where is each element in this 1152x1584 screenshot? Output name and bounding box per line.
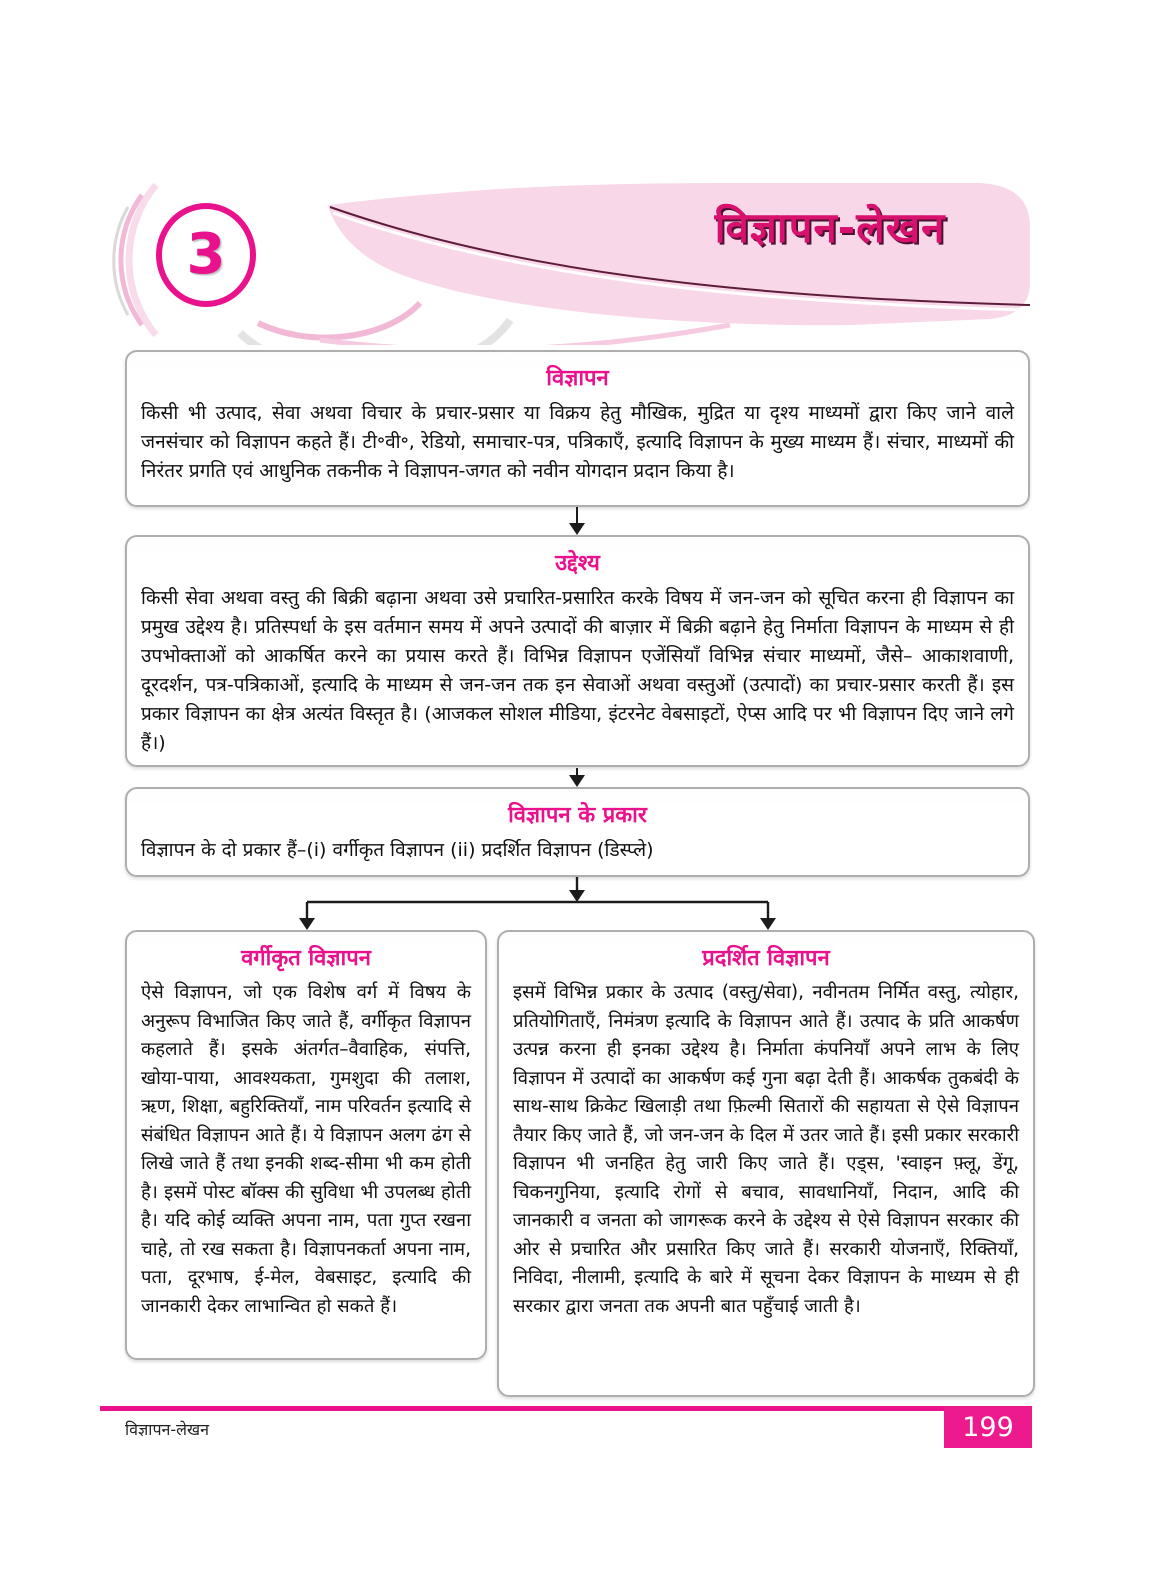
box-body-vigyapan: किसी भी उत्पाद, सेवा अथवा विचार के प्रचार-प्रसार या विक्रय हेतु मौखिक, मुद्रित या दृश्य माध्यमों द्वारा किए जाने वाले जनसंचार को विज्ञापन कहते हैं। टी॰वी॰, रेडियो, समाचार-पत्र, पत्रिकाएँ, इत्यादि विज्ञापन के मुख्य माध्यम हैं। संचार, माध्यमों की निरंतर प्रगति एवं आधुनिक तकनीक ने विज्ञापन-जगत को नवीन योगदान प्रदान किया है। [141,402,1014,482]
down-arrow-icon [576,507,578,524]
down-arrow-icon [576,768,578,776]
box-body-uddeshya: किसी सेवा अथवा वस्तु की बिक्री बढ़ाना अथवा उसे प्रचारित-प्रसारित करके विषय में जन-जन को सूचित करना ही विज्ञापन का प्रमुख उद्देश्य है। प्रतिस्पर्धा के इस वर्तमान समय में अपने उत्पादों की बाज़ार में बिक्री बढ़ाने हेतु निर्माता विज्ञापन के माध्यम से ही उपभोक्ताओं को आकर्षित करने का प्रयास करते हैं। विभिन्न विज्ञापन एजेंसियाँ विभिन्न संचार माध्यमों, जैसे– आकाशवाणी, दूरदर्शन, पत्र-पत्रिकाओं, इत्यादि के माध्यम से जन-जन तक इन सेवाओं अथवा वस्तुओं (उत्पादों) का प्रचार-प्रसार करती हैं। इस प्रकार विज्ञापन का क्षेत्र अत्यंत विस्तृत है। (आजकल सोशल मीडिया, इंटरनेट वेबसाइटों, ऐप्स आदि पर भी विज्ञापन दिए जाने लगे हैं।) [141,587,1014,754]
box-title-prakar: विज्ञापन के प्रकार [508,803,647,828]
box-body-prakar: विज्ञापन के दो प्रकार हैं–(i) वर्गीकृत विज्ञापन (ii) प्रदर्शित विज्ञापन (डिस्प्ले) [141,839,654,861]
box-title-pradarshit: प्रदर्शित विज्ञापन [702,946,830,971]
box-title-vigyapan: विज्ञापन [546,366,609,391]
page-number-badge [944,1406,1032,1448]
page-title: विज्ञापन-लेखन [714,203,946,252]
box-title-vargikrit: वर्गीकृत विज्ञापन [241,946,371,971]
flow-box-vigyapan [125,350,1030,507]
flow-box-vargikrit [125,930,487,1360]
flow-box-pradarshit [497,930,1035,1397]
footer-chapter-label: विज्ञापन-लेखन [125,1420,209,1439]
page-number: 199 [962,1411,1014,1443]
box-body-vargikrit: ऐसे विज्ञापन, जो एक विशेष वर्ग में विषय के अनुरूप विभाजित किए जाते हैं, वर्गीकृत विज्ञापन कहलाते हैं। इसके अंतर्गत–वैवाहिक, संपत्ति, खोया-पाया, आवश्यकता, गुमशुदा की तलाश, ऋण, शिक्षा, बहुरिक्तियाँ, नाम परिवर्तन इत्यादि से संबंधित विज्ञापन आते हैं। ये विज्ञापन अलग ढंग से लिखे जाते हैं तथा इनकी शब्द-सीमा भी कम होती है। इसमें पोस्ट बॉक्स की सुविधा भी उपलब्ध होती है। यदि कोई व्यक्ति अपना नाम, पता गुप्त रखना चाहे, तो रख सकता है। विज्ञापनकर्ता अपना नाम, पता, दूरभाष, ई-मेल, वेबसाइट, इत्यादि की जानकारी देकर लाभान्वित हो सकते हैं। [141,982,471,1317]
box-body-pradarshit: इसमें विभिन्न प्रकार के उत्पाद (वस्तु/सेवा), नवीनतम निर्मित वस्तु, त्योहार, प्रतियोगिताएँ, निमंत्रण इत्यादि के विज्ञापन आते हैं। उत्पाद के प्रति आकर्षण उत्पन्न करना ही इनका उद्देश्य है। निर्माता कंपनियाँ अपने लाभ के लिए विज्ञापन में उत्पादों का आकर्षण कई गुना बढ़ा देती हैं। आकर्षक तुकबंदी के साथ-साथ क्रिकेट खिलाड़ी तथा फ़िल्मी सितारों की सहायता से ऐसे विज्ञापन तैयार किए जाते हैं, जो जन-जन के दिल में उतर जाते हैं। इसी प्रकार सरकारी विज्ञापन भी जनहित हेतु जारी किए जाते हैं। एड्स, 'स्वाइन फ़्लू, डेंगू, चिकनगुनिया, इत्यादि रोगों से बचाव, सावधानियाँ, निदान, आदि की जानकारी व जनता को जागरूक करने के उद्देश्य से ऐसे विज्ञापन सरकार की ओर से प्रचारित और प्रसारित किए जाते हैं। सरकारी योजनाएँ, रिक्तियाँ, निविदा, नीलामी, इत्यादि के बारे में सूचना देकर विज्ञापन के माध्यम से ही सरकार द्वारा जनता तक अपनी बात पहुँचाई जाती है। [513,982,1019,1317]
box-title-uddeshya: उद्देश्य [555,551,600,576]
flow-box-uddeshya [125,535,1030,767]
branch-connector [250,877,850,930]
footer-rule [100,1406,1032,1411]
chapter-number-badge [156,203,256,307]
chapter-number: 3 [186,222,226,287]
flow-box-prakar [125,787,1030,877]
